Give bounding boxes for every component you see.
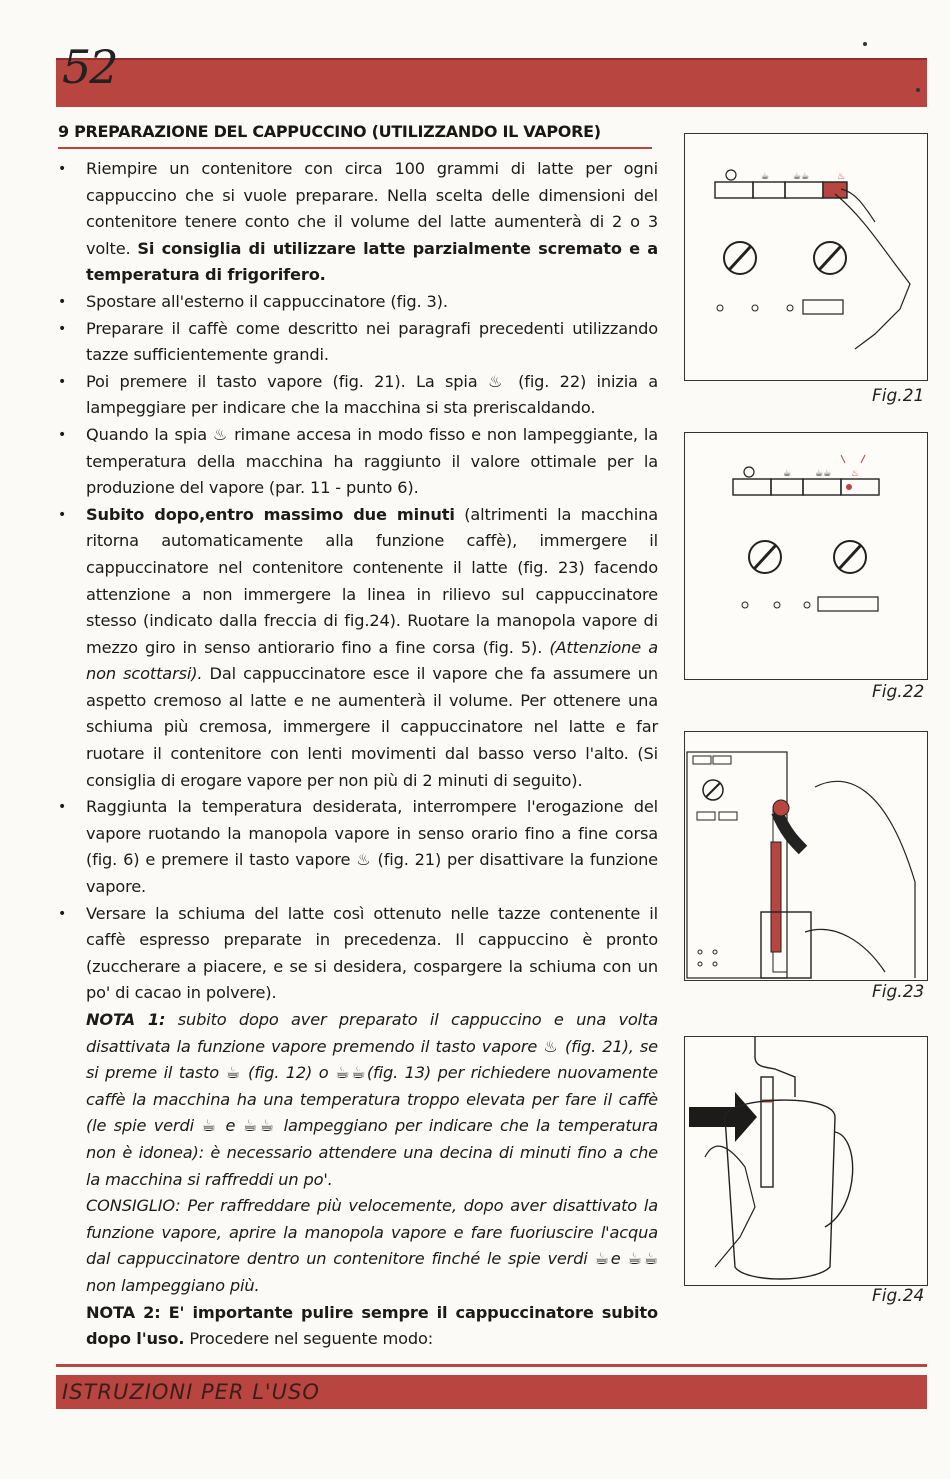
header-band [56, 58, 927, 107]
instruction-list [58, 156, 658, 1007]
text-run: Riempire un contenitore con circa 100 grammi di latte per ogni cappuccino che si vuole preparare. Nella scelta delle dimensioni del contenitore tenere conto che il volume del latte aumenterà di 2 o 3 volte. [86, 159, 658, 258]
text-run: (altrimenti la macchina ritorna automaticamente alla funzione caffè), immergere il cappuccinatore nel contenitore contenente il latte (fig. 23) facendo attenzione a non immergere la linea in rilievo sul cappuccinatore stesso (indicato dalla freccia di fig.24). Ruotare la manopola vapore di mezzo giro in senso antiorario fino a fine corsa (fig. 5). [86, 504, 658, 657]
figure-23-label: Fig.23 [872, 982, 925, 1002]
figure-23-steam-wand [684, 731, 928, 981]
notes-block [58, 1007, 658, 1353]
svg-text:♨: ♨ [837, 172, 846, 182]
text-run: CONSIGLIO: Per raffreddare più velocemente, dopo aver disattivato la funzione vapore, aprire la manopola vapore e fare fuoriuscire l'acqua dal cappuccinatore dentro un contenitore finché le spie verdi ☕e ☕☕ non lampeggiano più. [86, 1196, 658, 1295]
figure-22-label: Fig.22 [872, 682, 925, 702]
text-run: Subito dopo,entro massimo due minuti [86, 504, 455, 524]
text-run: (Attenzione a non scottarsi). [86, 637, 658, 684]
note-paragraph [58, 1300, 658, 1353]
instruction-item [58, 901, 658, 1007]
text-run: subito dopo aver preparato il cappuccino e una volta disattivata la funzione vapore premendo il tasto vapore ♨ (fig. 21), se si preme il tasto ☕ (fig. 12) o ☕☕(fig. 13) per richiedere nuovamente caffè la macchina ha una temperatura troppo elevata per fare il caffè (le spie verdi ☕ e ☕☕ lampeggiano per indicare che la temperatura non è idonea): è necessario attendere una decina di minuti fino a che la macchina si raffreddi un po'. [86, 1010, 658, 1189]
instruction-item [58, 502, 658, 795]
footer-title: ISTRUZIONI PER L'USO [62, 1380, 320, 1404]
svg-text:☕☕: ☕☕ [815, 469, 832, 479]
text-run: Preparare il caffè come descritto nei paragrafi precedenti utilizzando tazze sufficientemente grandi. [86, 318, 658, 365]
page-number: 52 [62, 40, 117, 94]
svg-text:☕: ☕ [783, 469, 792, 479]
note-paragraph [58, 1007, 658, 1193]
text-run: Spostare all'esterno il cappuccinatore (fig. 3). [86, 291, 448, 311]
text-run: Dal cappuccinatore esce il vapore che fa assumere un aspetto cremoso al latte e ne aumenterà il volume. Per ottenere una schiuma più cremosa, immergere il cappuccinatore nel latte e far ruotare il contenitore con lenti movimenti dal basso verso l'alto. (Si consiglia di erogare vapore per non più di 2 minuti di seguito). [86, 664, 658, 790]
text-run: NOTA 2: E' importante pulire sempre il cappuccinatore subito dopo l'uso. [86, 1302, 658, 1349]
instruction-item [58, 289, 658, 316]
text-run: Versare la schiuma del latte così ottenuto nelle tazze contenente il caffè espresso preparate in precedenza. Il cappuccino è pronto (zuccherare a piacere, e se si desidera, cospargere la schiuma con un po' di cacao in polvere). [86, 903, 658, 1003]
svg-text:♨: ♨ [851, 469, 860, 479]
speck-dot [863, 42, 867, 46]
speck-dot [916, 88, 920, 92]
steam-wand-illustration [685, 732, 927, 980]
instruction-item [58, 794, 658, 900]
figure-21-label: Fig.21 [872, 386, 925, 406]
control-panel-illustration [685, 433, 927, 679]
milk-jug-illustration [685, 1037, 927, 1285]
text-run: Poi premere il tasto vapore (fig. 21). La spia ♨ (fig. 22) inizia a lampeggiare per indicare che la macchina si sta preriscaldando. [86, 371, 658, 418]
text-run: Procedere nel seguente modo: [184, 1329, 434, 1349]
svg-text:☕: ☕ [761, 172, 770, 182]
figure-21-control-panel [684, 133, 928, 381]
text-run: Quando la spia ♨ rimane accesa in modo fisso e non lampeggiante, la temperatura della macchina ha raggiunto il valore ottimale per la produzione del vapore (par. 11 - punto 6). [86, 424, 658, 498]
title-rule [58, 147, 652, 149]
figure-24-label: Fig.24 [872, 1286, 925, 1306]
section-title: 9 PREPARAZIONE DEL CAPPUCCINO (UTILIZZANDO IL VAPORE) [58, 122, 601, 141]
instruction-item [58, 316, 658, 369]
figure-22-control-panel [684, 432, 928, 680]
svg-text:☕☕: ☕☕ [793, 172, 810, 182]
instruction-item [58, 369, 658, 422]
text-run: Raggiunta la temperatura desiderata, interrompere l'erogazione del vapore ruotando la manopola vapore in senso orario fino a fine corsa (fig. 6) e premere il tasto vapore ♨ (fig. 21) per disattivare la funzione vapore. [86, 797, 658, 897]
instructions-body [58, 156, 658, 1353]
instruction-item [58, 422, 658, 502]
text-run: Si consiglia di utilizzare latte parzialmente scremato e a temperatura di frigorifero. [86, 238, 659, 285]
control-panel-illustration [685, 134, 927, 380]
footer-rule [56, 1364, 927, 1367]
instruction-item [58, 156, 658, 289]
text-run: NOTA 1: [86, 1010, 166, 1029]
note-paragraph [58, 1193, 658, 1299]
figure-24-milk-jug [684, 1036, 928, 1286]
